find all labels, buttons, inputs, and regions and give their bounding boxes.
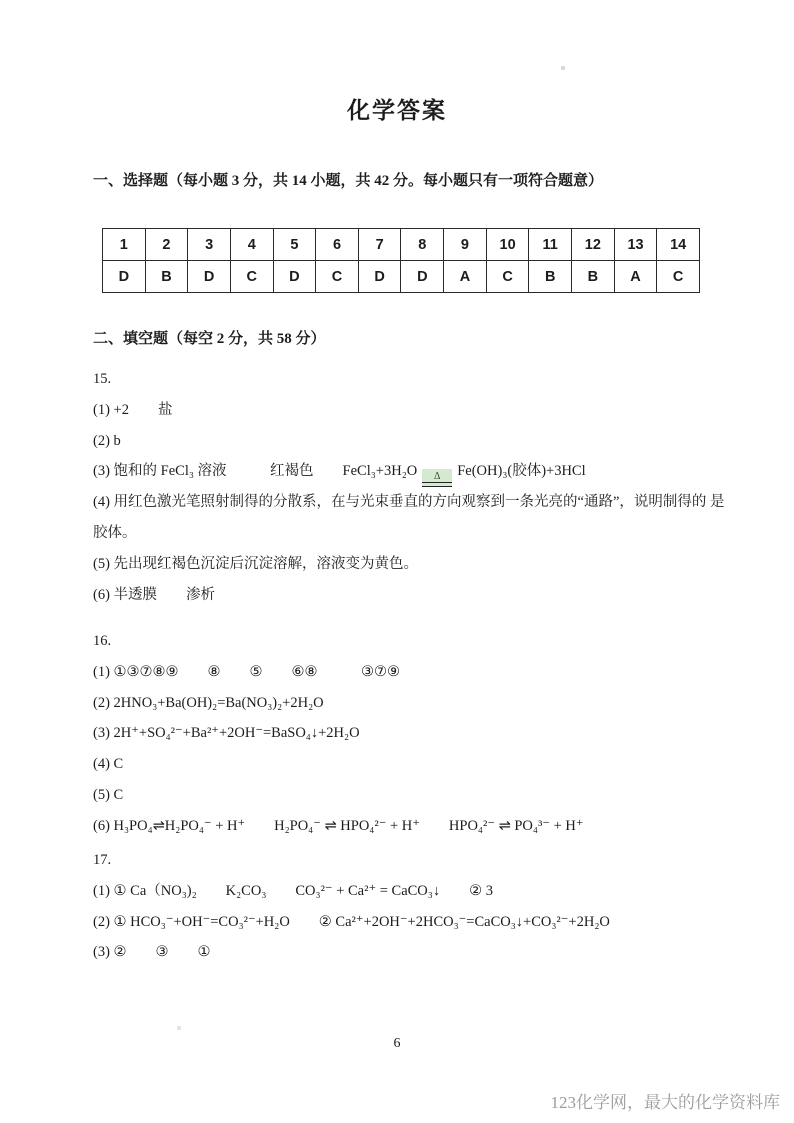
answer-line: (4) C: [93, 756, 124, 773]
question-number-cell: 1: [103, 229, 146, 261]
answer-line: (3) ② ③ ①: [93, 944, 211, 961]
answer-line: (6) 半透膜 渗析: [93, 586, 216, 603]
answer-letter-cell: C: [486, 261, 529, 293]
answer-line: (2) ① HCO₃⁻+OH⁻=CO₃²⁻+H₂O ② Ca²⁺+2OH⁻+2HCO₃⁻=CaCO₃↓+CO₃²⁻+2H₂O: [93, 913, 610, 930]
print-artifact-dot: [177, 1026, 181, 1030]
section1-heading: 一、选择题（每小题 3 分，共 14 小题，共 42 分。每小题只有一项符合题意）: [93, 173, 604, 189]
answer-line: (5) C: [93, 786, 124, 803]
answer-letter-cell: A: [614, 261, 657, 293]
answer-letter-cell: C: [316, 261, 359, 293]
answer-letter-cell: A: [444, 261, 487, 293]
answer-line: (5) 先出现红褐色沉淀后沉淀溶解，溶液变为黄色。: [93, 555, 419, 572]
question-number-cell: 12: [572, 229, 615, 261]
answer-line: (2) 2HNO₃+Ba(OH)₂=Ba(NO₃)₂+2H₂O: [93, 694, 324, 711]
answer-line: (1) +2 盐: [93, 401, 173, 418]
question-number-cell: 7: [358, 229, 401, 261]
watermark-text: 123化学网，最大的化学资料库: [550, 1093, 780, 1112]
answer-line-equation: [93, 456, 734, 487]
question-number-cell: 14: [657, 229, 700, 261]
question-number-cell: 4: [230, 229, 273, 261]
answer-line: (2) b: [93, 432, 121, 449]
answer-letter-cell: D: [103, 261, 146, 293]
answer-letter-cell: B: [572, 261, 615, 293]
multiple-choice-answer-table: [102, 228, 700, 293]
question-16-label: 16.: [93, 633, 112, 649]
question-17-label: 17.: [93, 852, 112, 868]
reaction-condition-over-equals: [422, 469, 452, 487]
question-number-cell: 10: [486, 229, 529, 261]
question-15-answers: [93, 364, 734, 610]
equation-suffix: Fe(OH)₃(胶体)+3HCl: [457, 463, 586, 480]
question-number-cell: 2: [145, 229, 188, 261]
question-number-cell: 3: [188, 229, 231, 261]
answer-letter-row: [103, 261, 700, 293]
answer-letter-cell: D: [401, 261, 444, 293]
section2-heading: 二、填空题（每空 2 分，共 58 分）: [93, 331, 326, 347]
answer-letter-cell: C: [657, 261, 700, 293]
question-number-cell: 8: [401, 229, 444, 261]
question-17-answers: [93, 845, 734, 968]
page-title: 化学答案: [347, 97, 447, 123]
answer-letter-cell: B: [145, 261, 188, 293]
print-artifact-dot: [561, 66, 565, 70]
question-number-cell: 11: [529, 229, 572, 261]
question-number-cell: 9: [444, 229, 487, 261]
question-number-cell: 5: [273, 229, 316, 261]
question-number-cell: 13: [614, 229, 657, 261]
question-number-cell: 6: [316, 229, 359, 261]
answer-letter-cell: D: [188, 261, 231, 293]
page-number: 6: [393, 1036, 401, 1051]
answer-line: (6) H₃PO₄⇌H₂PO₄⁻ + H⁺ H₂PO₄⁻ ⇌ HPO₄²⁻ + H⁺ HPO₄²⁻ ⇌ PO₄³⁻ + H⁺: [93, 817, 584, 834]
answer-letter-cell: C: [230, 261, 273, 293]
answer-letter-cell: D: [358, 261, 401, 293]
answer-line: (1) ① Ca（NO₃)₂ K₂CO₃ CO₃²⁻ + Ca²⁺ = CaCO₃↓ ② 3: [93, 882, 493, 899]
answer-line: (4) 用红色激光笔照射制得的分散系，在与光束垂直的方向观察到一条光亮的“通路”，说明制得的 是胶体。: [93, 494, 725, 541]
answer-line: (1) ①③⑦⑧⑨ ⑧ ⑤ ⑥⑧ ③⑦⑨: [93, 663, 401, 680]
question-15-label: 15.: [93, 371, 112, 387]
answer-line: (3) 2H⁺+SO₄²⁻+Ba²⁺+2OH⁻=BaSO₄↓+2H₂O: [93, 725, 360, 742]
question-number-row: [103, 229, 700, 261]
answer-letter-cell: B: [529, 261, 572, 293]
question-16-answers: [93, 626, 734, 842]
answer-letter-cell: D: [273, 261, 316, 293]
delta-symbol: Δ: [422, 469, 452, 486]
equation-prefix: (3) 饱和的 FeCl₃ 溶液 红褐色 FeCl₃+3H₂O: [93, 463, 418, 480]
